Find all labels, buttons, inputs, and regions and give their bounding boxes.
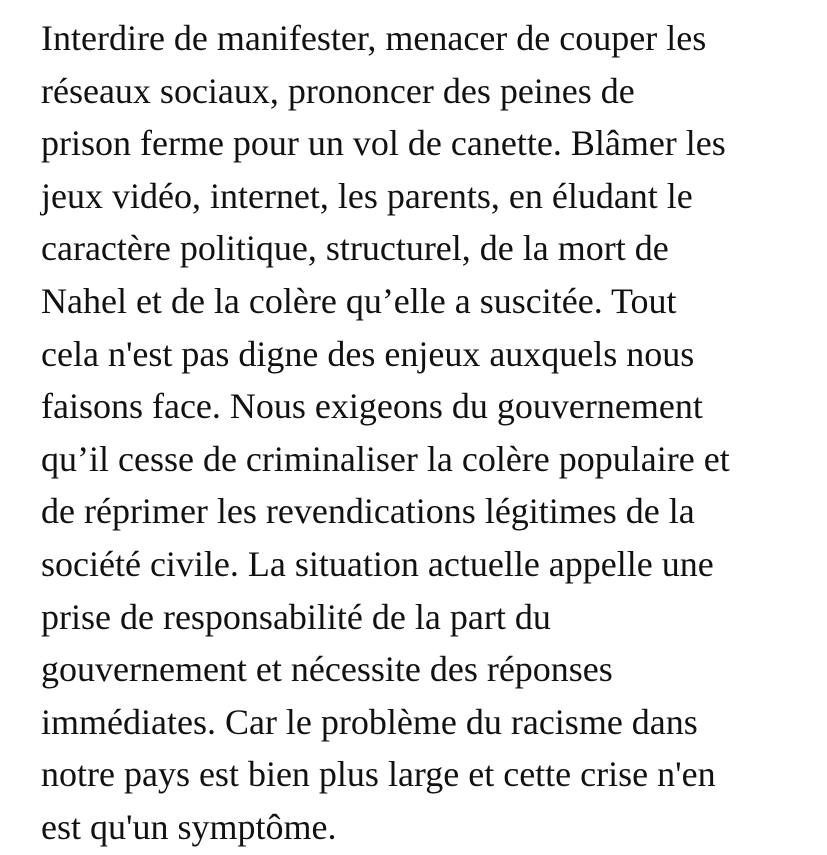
paragraph-line: faisons face. Nous exigeons du gouvernement	[41, 386, 703, 427]
paragraph-line: prison ferme pour un vol de canette. Blâmer les	[41, 123, 726, 164]
paragraph-line: jeux vidéo, internet, les parents, en éludant le	[41, 175, 693, 216]
paragraph-line: Nahel et de la colère qu’elle a suscitée. Tout	[41, 280, 677, 321]
paragraph-line: de réprimer les revendications légitimes de la	[41, 491, 695, 532]
paragraph-line: société civile. La situation actuelle appelle une	[41, 543, 714, 584]
paragraph-line: réseaux sociaux, prononcer des peines de	[41, 70, 635, 111]
article-paragraph	[41, 12, 821, 854]
paragraph-line: qu’il cesse de criminaliser la colère populaire et	[41, 438, 730, 479]
paragraph-line: prise de responsabilité de la part du	[41, 596, 551, 637]
paragraph-line: est qu'un symptôme.	[41, 806, 337, 847]
paragraph-line: gouvernement et nécessite des réponses	[41, 649, 613, 690]
paragraph-line: immédiates. Car le problème du racisme dans	[41, 701, 698, 742]
paragraph-line: cela n'est pas digne des enjeux auxquels nous	[41, 333, 695, 374]
paragraph-line: caractère politique, structurel, de la mort de	[41, 228, 669, 269]
paragraph-line: notre pays est bien plus large et cette crise n'en	[41, 754, 716, 795]
paragraph-line: Interdire de manifester, menacer de couper les	[41, 18, 707, 58]
